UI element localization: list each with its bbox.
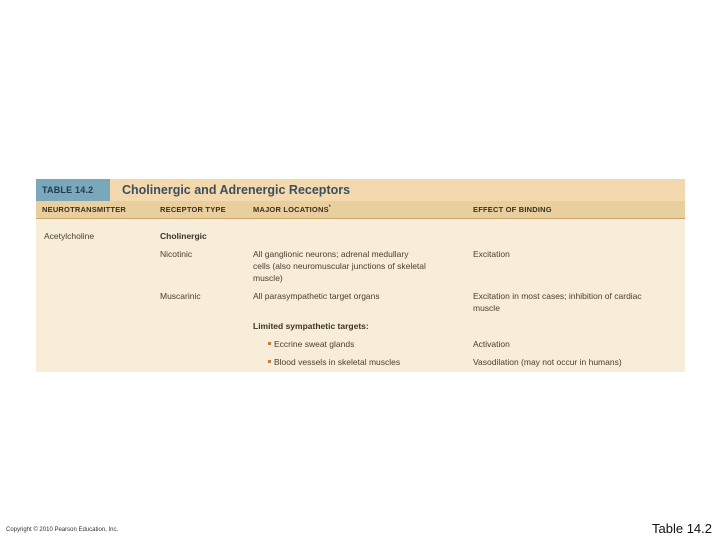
bullet-icon xyxy=(268,360,271,363)
cell-limited-sympathetic-targets: Limited sympathetic targets: xyxy=(253,321,369,331)
cell-nicotinic-location-1: All ganglionic neurons; adrenal medullary xyxy=(253,249,409,259)
blood-vessels-location-text: Blood vessels in skeletal muscles xyxy=(274,357,401,367)
bullet-icon xyxy=(268,342,271,345)
header-receptor-type: RECEPTOR TYPE xyxy=(160,205,226,214)
cell-muscarinic-location: All parasympathetic target organs xyxy=(253,291,380,301)
cell-muscarinic-effect-1: Excitation in most cases; inhibition of cardiac xyxy=(473,291,642,301)
header-major-locations-text: MAJOR LOCATIONS xyxy=(253,205,329,214)
cell-eccrine-effect: Activation xyxy=(473,339,510,349)
cell-nicotinic-location-2: cells (also neuromuscular junctions of skeletal xyxy=(253,261,426,271)
cell-blood-vessels-location xyxy=(268,356,400,368)
cell-receptor-group: Cholinergic xyxy=(160,231,207,241)
footnote-mark: * xyxy=(328,204,331,211)
header-neurotransmitter: NEUROTRANSMITTER xyxy=(42,205,127,214)
cell-nicotinic-type: Nicotinic xyxy=(160,249,193,259)
cell-muscarinic-effect-2: muscle xyxy=(473,303,500,313)
cell-nicotinic-effect: Excitation xyxy=(473,249,510,259)
cell-nicotinic-location-3: muscle) xyxy=(253,273,283,283)
table-title-bar xyxy=(36,179,685,201)
receptor-table xyxy=(36,179,685,372)
table-header-row xyxy=(36,201,685,219)
slide-table-label: Table 14.2 xyxy=(652,521,712,536)
table-number-label: TABLE 14.2 xyxy=(36,179,110,201)
eccrine-location-text: Eccrine sweat glands xyxy=(274,339,355,349)
cell-eccrine-location xyxy=(268,338,354,350)
cell-muscarinic-type: Muscarinic xyxy=(160,291,201,301)
cell-neurotransmitter: Acetylcholine xyxy=(44,231,95,241)
cell-blood-vessels-effect: Vasodilation (may not occur in humans) xyxy=(473,357,622,367)
table-title: Cholinergic and Adrenergic Receptors xyxy=(122,183,351,197)
header-major-locations xyxy=(253,201,331,219)
header-effect-of-binding: EFFECT OF BINDING xyxy=(473,205,552,214)
copyright-notice: Copyright © 2010 Pearson Education, Inc. xyxy=(6,527,119,533)
